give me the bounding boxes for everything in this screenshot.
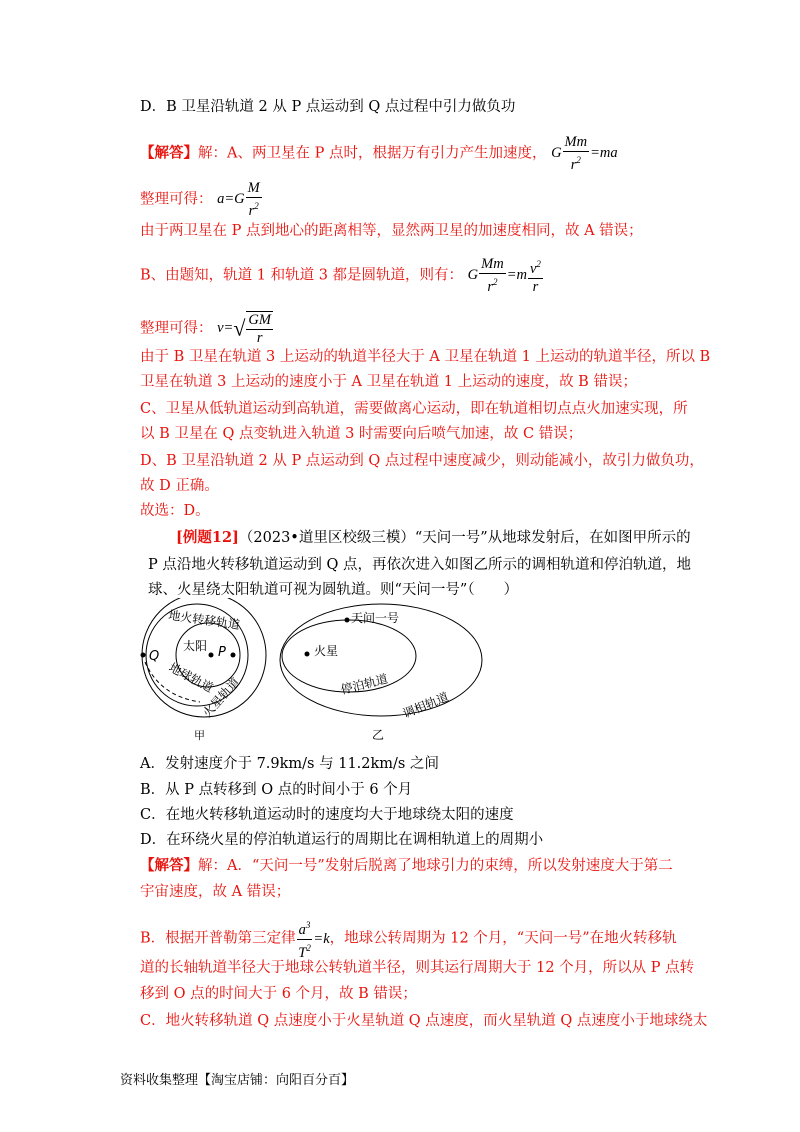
example-12-text-1: （2023•道里区校级三模）“天问一号”从地球发射后，在如图甲所示的 [238,530,691,546]
answer-b-conclusion-2: 卫星在轨道 3 上运动的速度小于 A 卫星在轨道 1 上运动的速度，故 B 错误； [140,374,637,390]
answer-a-line [140,134,618,174]
answer-c-line-2: 以 B 卫星在 Q 点变轨进入轨道 3 时需要向后喷气加速，故 C 错误； [140,426,583,442]
sun-dot [209,653,214,658]
answer2-b-post: ，地球公转周期为 12 个月，“天问一号”在地火转移轨 [329,930,677,947]
answer2-tag: 【解答】 [140,857,198,874]
phasing-orbit-label: 调相轨道 [400,689,451,721]
option-d-previous: D．B 卫星沿轨道 2 从 P 点运动到 Q 点过程中引力做负功 [140,99,516,115]
answer-choice: 故选：D。 [140,503,210,519]
probe-label: 天问一号 [351,611,400,625]
parking-orbit-label: 停泊轨道 [339,671,390,697]
point-p-dot [231,653,236,658]
answer-d-line-1: D、B 卫星沿轨道 2 从 P 点运动到 Q 点过程中速度减少，则动能减小，故引力做负功， [140,453,704,469]
answer2-a-line-2: 宇宙速度，故 A 错误； [140,884,291,900]
answer-b-text: B、由题知，轨道 1 和轨道 3 都是圆轨道，则有： [140,267,464,284]
mars-orbit-label: 火星轨道 [199,674,243,721]
point-p-label: P [218,645,226,660]
answer2-a-text: 解：A．“天问一号”发射后脱离了地球引力的束缚，所以发射速度大于第二 [198,858,673,874]
mars-dot [305,652,310,657]
formula-circular: G $\frac{Mm}{r^2}$ =m $\frac{v^2}{r}$ [467,256,541,295]
mars-label: 火星 [314,644,339,658]
option-a: A．发射速度介于 7.9km/s 与 11.2km/s 之间 [140,756,439,772]
orbit-figure [130,598,490,746]
example-12-line-2: P 点沿地火转移轨道运动到 Q 点，再依次进入如图乙所示的调相轨道和停泊轨道，地 [148,557,691,573]
formula-kepler: $\frac{a^3}{T^2}$ =k [296,931,330,947]
answer2-b-line-1 [140,917,677,962]
example-tag: [例题12] [176,529,239,546]
answer2-c-line-1: C．地火转移轨道 Q 点速度小于火星轨道 Q 点速度，而火星轨道 Q 点速度小于地球绕太 [140,1013,708,1029]
formula-v: v=√ $\frac{GM}{r}$ [217,312,271,346]
answer-b-conclusion-1: 由于 B 卫星在轨道 3 上运动的轨道半径大于 A 卫星在轨道 1 上运动的轨道半径，所以 B [140,349,711,365]
option-d: D．在环绕火星的停泊轨道运行的周期比在调相轨道上的周期小 [140,832,544,848]
formula-gravity-accel: G $\frac{Mm}{r^2}$ =ma [551,134,618,173]
option-c: C．在地火转移轨道运动时的速度均大于地球绕太阳的速度 [140,807,514,823]
probe-dot [345,618,350,623]
answer-a-text: 解：A、两卫星在 P 点时，根据万有引力产生加速度， [198,145,547,162]
figure-yi [280,604,482,742]
derive-v-line [140,311,274,347]
formula-a: a=G $\frac{M}{r^2}$ [217,180,260,219]
derive-label-2: 整理可得： [140,320,213,337]
answer-d-line-2: 故 D 正确。 [140,478,219,494]
answer2-b-pre: B．根据开普勒第三定律 [140,930,296,947]
point-q-dot [141,653,146,658]
figure-yi-label: 乙 [372,728,385,742]
sun-label: 太阳 [183,639,208,653]
example-12-line-3: 球、火星绕太阳轨道可视为圆轨道。则“天问一号”（ ） [148,582,519,598]
derive-label: 整理可得： [140,191,213,208]
answer-b-line [140,256,544,296]
figure-jia-label: 甲 [194,729,205,742]
answer2-b-line-2: 道的长轴轨道半径大于地球公转轨道半径，则其运行周期大于 12 个月，所以从 P 点转 [140,960,695,976]
transfer-orbit-label: 地火转移轨道 [167,608,241,632]
figure-jia [141,598,267,742]
answer-c-line-1: C、卫星从低轨道运动到高轨道，需要做离心运动，即在轨道相切点点火加速实现，所 [140,401,688,417]
earth-orbit-label: 地球轨道 [166,660,216,696]
answer-tag: 【解答】 [140,144,198,162]
derive-a-line [140,180,263,220]
example-12-line-1 [176,528,691,548]
page-footer: 资料收集整理【淘宝店铺：向阳百分百】 [120,1073,355,1088]
answer-a-conclusion: 由于两卫星在 P 点到地心的距离相等，显然两卫星的加速度相同，故 A 错误； [140,223,643,239]
answer2-b-line-3: 移到 O 点的时间大于 6 个月，故 B 错误； [140,986,417,1002]
point-q-label: Q [149,649,160,664]
option-b: B．从 P 点转移到 O 点的时间小于 6 个月 [140,782,413,798]
answer2-a-line-1 [140,856,673,876]
